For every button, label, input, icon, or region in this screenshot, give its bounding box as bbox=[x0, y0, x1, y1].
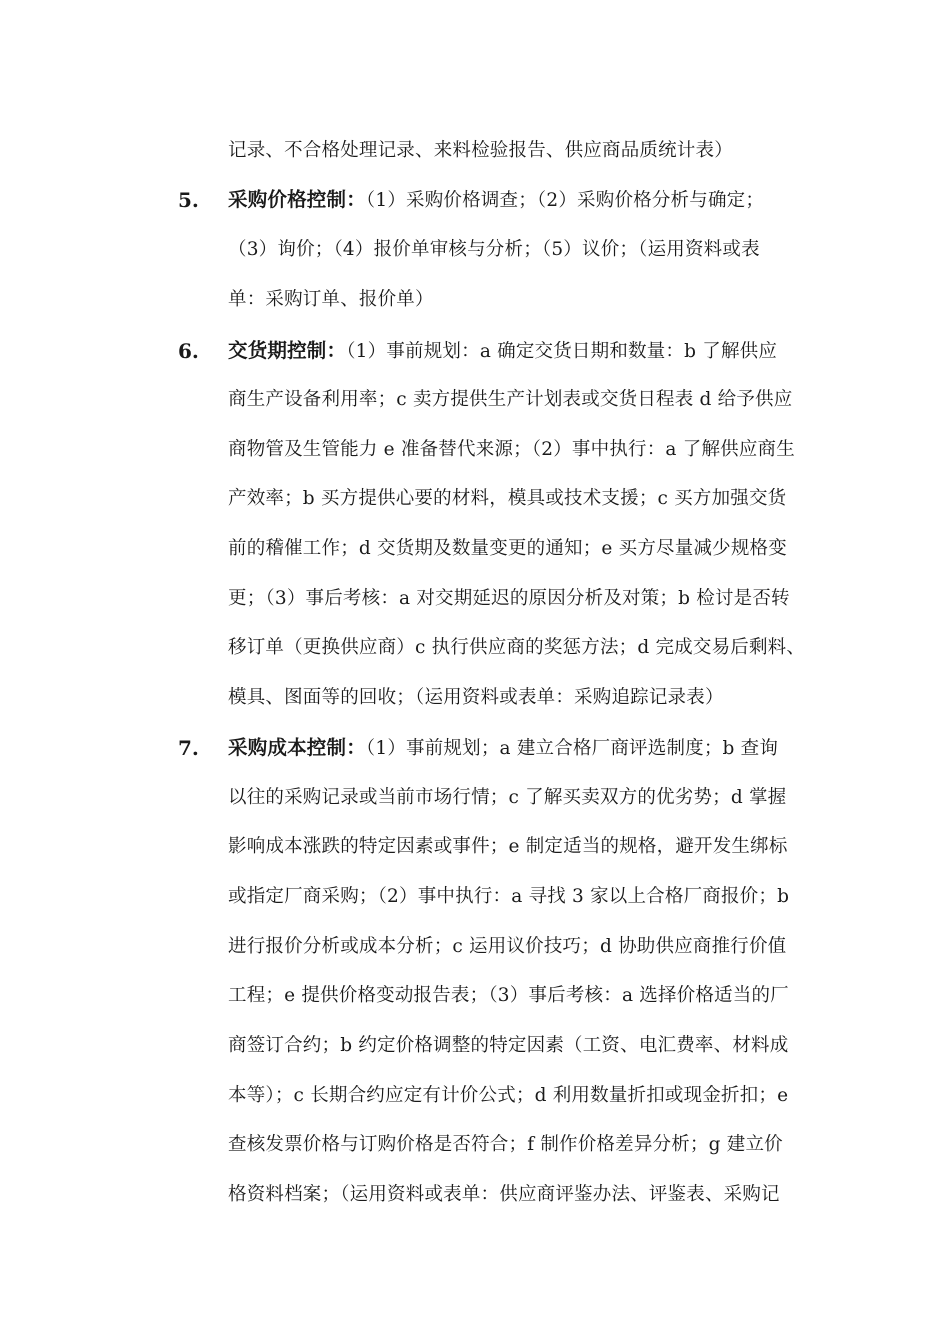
text-line: 单：采购订单、报价单） bbox=[228, 289, 434, 310]
text-line: （3）询价；（4）报价单审核与分析；（5）议价；（运用资料或表 bbox=[228, 239, 760, 260]
text-line: 移订单（更换供应商）c 执行供应商的奖惩方法；d 完成交易后剩料、 bbox=[228, 637, 806, 658]
item-heading: 交货期控制： bbox=[228, 339, 347, 362]
text-line: 更；（3）事后考核：a 对交期延迟的原因分析及对策；b 检讨是否转 bbox=[228, 588, 790, 609]
text-line bbox=[228, 736, 778, 761]
text-line: 前的稽催工作；d 交货期及数量变更的通知；e 买方尽量减少规格变 bbox=[228, 538, 787, 559]
text-line: 查核发票价格与订购价格是否符合；f 制作价格差异分析；g 建立价 bbox=[228, 1134, 783, 1155]
text-line: 商签订合约；b 约定价格调整的特定因素（工资、电汇费率、材料成 bbox=[228, 1035, 789, 1056]
item-text: （1）事前规划；a 建立合格厂商评选制度；b 查询 bbox=[365, 738, 779, 759]
text-line: 模具、图面等的回收；（运用资料或表单：采购追踪记录表） bbox=[228, 687, 724, 708]
text-line: 商物管及生管能力 e 准备替代来源；（2）事中执行：a 了解供应商生 bbox=[228, 439, 795, 460]
item-number: 6. bbox=[178, 339, 199, 363]
text-line: 影响成本涨跌的特定因素或事件；e 制定适当的规格，避开发生绑标 bbox=[228, 836, 788, 857]
item-number: 7. bbox=[178, 736, 199, 760]
text-line: 本等）；c 长期合约应定有计价公式；d 利用数量折扣或现金折扣；e bbox=[228, 1085, 789, 1106]
text-line bbox=[228, 188, 764, 213]
text-line: 产效率；b 买方提供心要的材料，模具或技术支援；c 买方加强交货 bbox=[228, 488, 787, 509]
item-heading: 采购成本控制： bbox=[228, 736, 366, 759]
text-line: 记录、不合格处理记录、来料检验报告、供应商品质统计表） bbox=[228, 140, 733, 161]
text-line bbox=[228, 339, 777, 364]
text-line: 格资料档案；（运用资料或表单：供应商评鉴办法、评鉴表、采购记 bbox=[228, 1184, 780, 1205]
item-number: 5. bbox=[178, 188, 199, 212]
item-text: （1）采购价格调查；（2）采购价格分析与确定； bbox=[365, 190, 765, 211]
text-line: 商生产设备利用率；c 卖方提供生产计划表或交货日程表 d 给予供应 bbox=[228, 389, 793, 410]
text-line: 或指定厂商采购；（2）事中执行：a 寻找 3 家以上合格厂商报价；b bbox=[228, 886, 790, 907]
item-heading: 采购价格控制： bbox=[228, 188, 366, 211]
text-line: 工程；e 提供价格变动报告表；（3）事后考核：a 选择价格适当的厂 bbox=[228, 985, 789, 1006]
text-line: 以往的采购记录或当前市场行情；c 了解买卖双方的优劣势；d 掌握 bbox=[228, 787, 787, 808]
item-text: （1）事前规划：a 确定交货日期和数量：b 了解供应 bbox=[346, 341, 778, 362]
text-line: 进行报价分析或成本分析；c 运用议价技巧；d 协助供应商推行价值 bbox=[228, 936, 787, 957]
